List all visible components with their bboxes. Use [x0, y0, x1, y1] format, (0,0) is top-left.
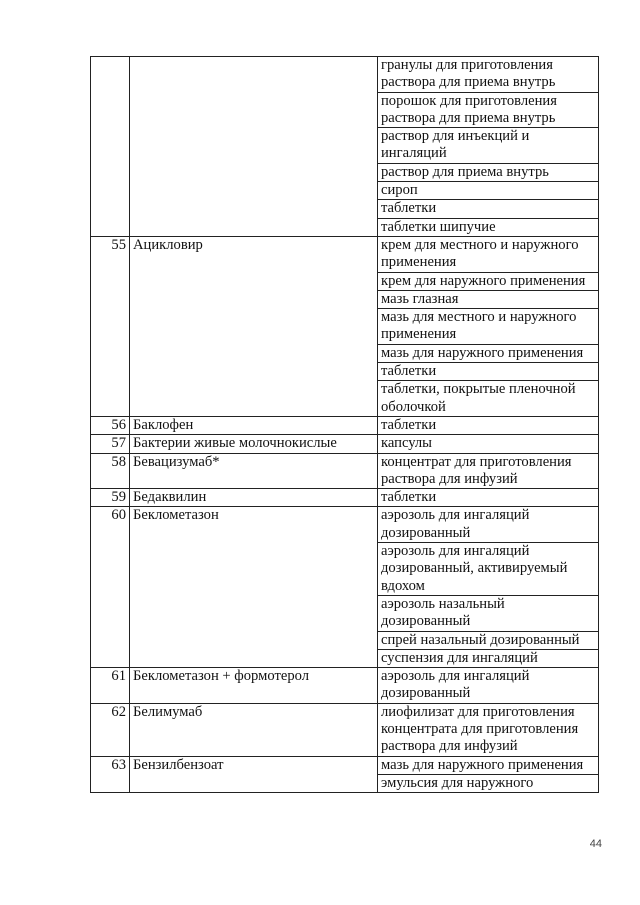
- dosage-form-cell: крем для наружного применения: [378, 272, 599, 290]
- dosage-form-cell: эмульсия для наружного: [378, 774, 599, 792]
- medicines-table: [90, 56, 599, 793]
- dosage-form-cell: раствор для приема внутрь: [378, 163, 599, 181]
- dosage-form-cell: лиофилизат для приготовления концентрата для приготовления раствора для инфузий: [378, 703, 599, 756]
- table-row: [91, 703, 599, 756]
- row-number-cell: 63: [91, 756, 130, 793]
- table-row: [91, 507, 599, 543]
- page-number: 44: [589, 838, 602, 850]
- drug-name-cell: Бензилбензоат: [130, 756, 378, 793]
- table-row: [91, 57, 599, 93]
- table-row: [91, 756, 599, 774]
- drug-name-cell: [130, 57, 378, 237]
- dosage-form-cell: таблетки: [378, 416, 599, 434]
- dosage-form-cell: гранулы для приготовления раствора для приема внутрь: [378, 57, 599, 93]
- table-row: [91, 453, 599, 489]
- drug-name-cell: Ацикловир: [130, 236, 378, 416]
- table-row: [91, 668, 599, 704]
- drug-name-cell: Баклофен: [130, 416, 378, 434]
- dosage-form-cell: мазь для местного и наружного применения: [378, 309, 599, 345]
- dosage-form-cell: таблетки шипучие: [378, 218, 599, 236]
- dosage-form-cell: концентрат для приготовления раствора для инфузий: [378, 453, 599, 489]
- row-number-cell: 58: [91, 453, 130, 489]
- dosage-form-cell: капсулы: [378, 435, 599, 453]
- dosage-form-cell: аэрозоль для ингаляций дозированный: [378, 668, 599, 704]
- dosage-form-cell: аэрозоль для ингаляций дозированный, активируемый вдохом: [378, 543, 599, 596]
- row-number-cell: 55: [91, 236, 130, 416]
- dosage-form-cell: сироп: [378, 182, 599, 200]
- dosage-form-cell: таблетки: [378, 363, 599, 381]
- dosage-form-cell: порошок для приготовления раствора для приема внутрь: [378, 92, 599, 128]
- dosage-form-cell: таблетки: [378, 200, 599, 218]
- table-row: [91, 416, 599, 434]
- table-row: [91, 489, 599, 507]
- row-number-cell: 62: [91, 703, 130, 756]
- dosage-form-cell: таблетки: [378, 489, 599, 507]
- table-row: [91, 236, 599, 272]
- dosage-form-cell: крем для местного и наружного применения: [378, 236, 599, 272]
- dosage-form-cell: таблетки, покрытые пленочной оболочкой: [378, 381, 599, 417]
- drug-name-cell: Бевацизумаб*: [130, 453, 378, 489]
- table-row: [91, 435, 599, 453]
- row-number-cell: 60: [91, 507, 130, 668]
- dosage-form-cell: спрей назальный дозированный: [378, 631, 599, 649]
- dosage-form-cell: суспензия для ингаляций: [378, 649, 599, 667]
- row-number-cell: 59: [91, 489, 130, 507]
- dosage-form-cell: аэрозоль назальный дозированный: [378, 595, 599, 631]
- drug-name-cell: Белимумаб: [130, 703, 378, 756]
- dosage-form-cell: мазь глазная: [378, 290, 599, 308]
- medicines-table-body: [91, 57, 599, 793]
- dosage-form-cell: мазь для наружного применения: [378, 756, 599, 774]
- drug-name-cell: Бактерии живые молочнокислые: [130, 435, 378, 453]
- row-number-cell: 56: [91, 416, 130, 434]
- row-number-cell: 61: [91, 668, 130, 704]
- row-number-cell: [91, 57, 130, 237]
- dosage-form-cell: мазь для наружного применения: [378, 344, 599, 362]
- drug-name-cell: Беклометазон + формотерол: [130, 668, 378, 704]
- drug-name-cell: Беклометазон: [130, 507, 378, 668]
- row-number-cell: 57: [91, 435, 130, 453]
- dosage-form-cell: аэрозоль для ингаляций дозированный: [378, 507, 599, 543]
- dosage-form-cell: раствор для инъекций и ингаляций: [378, 128, 599, 164]
- drug-name-cell: Бедаквилин: [130, 489, 378, 507]
